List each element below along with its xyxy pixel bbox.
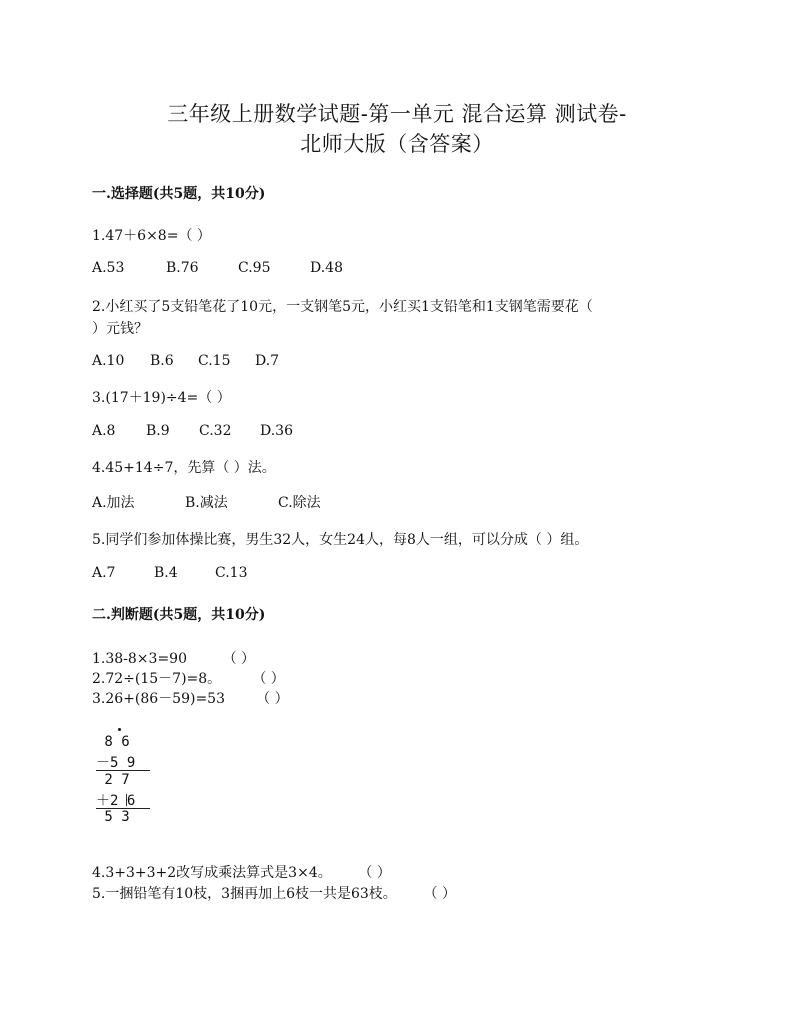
question-4-options [92,492,321,512]
option-b: B.减法 [185,495,228,511]
question-3-options [92,423,293,439]
calc-row-1: 8 6 [96,734,130,750]
document-title-line1: 三年级上册数学试题-第一单元 混合运算 测试卷- [167,102,627,126]
judgement-item-4: 4.3+3+3+2改写成乘法算式是3×4。 （ ） [92,865,391,881]
option-b: B.6 [150,353,174,369]
question-5: 5.同学们参加体操比赛，男生32人，女生24人，每8人一组，可以分成（ ）组。 [92,532,589,548]
judgement-item-1: 1.38-8×3=90 （ ） [92,651,256,667]
question-1: 1.47＋6×8=（ ） [92,228,211,244]
option-b: B.4 [154,565,178,581]
option-d: D.48 [310,260,343,276]
option-c: C.15 [198,353,231,369]
judgement-item-5: 5.一捆铅笔有10枝，3捆再加上6枝一共是63枝。 （ ） [92,886,456,902]
option-b: B.9 [146,423,170,439]
option-b: B.76 [166,260,199,276]
calc-row-4: ＋2 6 [96,793,136,809]
question-3: 3.(17＋19)÷4=（ ） [92,390,231,406]
judgement-item-3: 3.26+(86－59)=53 （ ） [92,691,289,707]
question-2-options [92,353,279,369]
section-heading-choice: 一.选择题(共5题，共10分) [92,186,266,202]
question-5-options [92,565,247,581]
calc-row-3: 2 7 [96,772,130,788]
calc-row-2: －5 9 [96,755,136,771]
option-d: D.36 [260,423,293,439]
option-a: A.加法 [92,495,135,511]
option-c: C.95 [238,260,271,276]
question-1-options [92,260,343,276]
question-2-line1: 2.小红买了5支铅笔花了10元，一支钢笔5元，小红买1支铅笔和1支钢笔需要花（ [92,299,593,315]
option-a: A.8 [92,423,116,439]
option-c: C.除法 [278,495,321,511]
option-a: A.7 [92,565,116,581]
option-c: C.13 [215,565,248,581]
question-2-line2: ）元钱？ [92,321,148,337]
document-title-line2: 北师大版（含答案） [300,132,494,156]
calc-row-5: 5 3 [96,809,130,825]
carry-mark [126,794,127,806]
judgement-item-2: 2.72÷(15－7)=8。 （ ） [92,671,285,687]
option-a: A.10 [92,353,125,369]
carry-dot [118,728,121,731]
calc-line-1 [96,770,150,771]
option-c: C.32 [199,423,232,439]
question-4: 4.45+14÷7，先算（ ）法。 [92,460,276,476]
option-a: A.53 [92,260,125,276]
section-heading-judgement: 二.判断题(共5题，共10分) [92,607,266,623]
option-d: D.7 [255,353,280,369]
vertical-calculation [96,720,176,830]
